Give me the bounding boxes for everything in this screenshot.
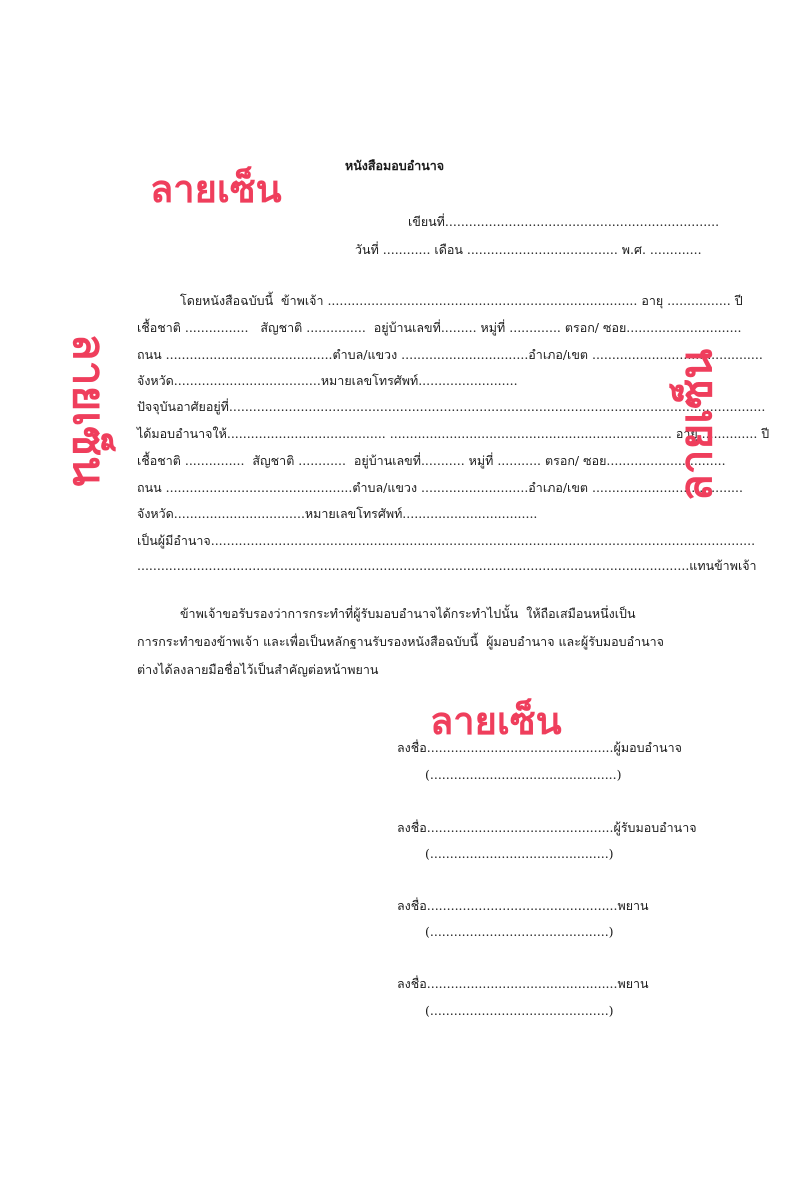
signature-line-witness-2: ลงชื่อ................................................พยาน [397,976,649,991]
document-title: หนังสือมอบอำนาจ [345,158,445,173]
signature-stamp-top: ลายเซ็น [150,167,282,211]
date-line: วันที่ ............ เดือน ...................................... พ.ศ. ............. [355,242,702,257]
body-line: ปัจจุบันอาศัยอยู่ที่....................................................................................................................................... [137,399,766,414]
signature-line-grantee: ลงชื่อ...............................................ผู้รับมอบอำนาจ [397,820,697,835]
signature-name-grantor: (...............................................) [425,767,622,782]
signature-line-grantor: ลงชื่อ...............................................ผู้มอบอำนาจ [397,740,682,755]
signature-name-witness-1: (.............................................) [425,924,614,939]
signature-stamp-right: ลายเซ็น [671,348,722,502]
body-line: โดยหนังสือฉบับนี้ ข้าพเจ้า .............................................................................. อายุ ................ ปี [180,293,743,308]
certify-line: ข้าพเจ้าขอรับรองว่าการกระทำที่ผู้รับมอบอำนาจได้กระทำไปนั้น ให้ถือเสมือนหนึ่งเป็น [180,606,636,621]
written-at-line: เขียนที่..................................................................... [408,214,720,229]
certify-line: การกระทำของข้าพเจ้า และเพื่อเป็นหลักฐานรับรองหนังสือฉบับนี้ ผู้มอบอำนาจ และผู้รับมอบอำนาจ [137,634,665,649]
certify-line: ต่างได้ลงลายมือชื่อไว้เป็นสำคัญต่อหน้าพยาน [137,662,379,677]
body-line: จังหวัด.................................หมายเลขโทรศัพท์.................................. [137,506,538,521]
body-line: เชื้อชาติ ................ สัญชาติ ............... อยู่บ้านเลขที่......... หมู่ที่ ............. ตรอก/ ซอย............................. [137,320,742,335]
body-line: ถนน ..........................................ตำบล/แขวง ................................อำเภอ/เขต ........................................... [137,347,763,362]
signature-stamp-left: ลายเซ็น [63,333,114,487]
body-line: เป็นผู้มีอำนาจ......................................................................................................................................... [137,533,756,548]
signature-name-grantee: (.............................................) [425,846,614,861]
body-line: ถนน ...............................................ตำบล/แขวง ...........................อำเภอ/เขต ...................................... [137,480,743,495]
signature-stamp-sign: ลายเซ็น [430,699,562,743]
signature-line-witness-1: ลงชื่อ................................................พยาน [397,898,649,913]
body-line: ได้มอบอำนาจให้........................................ ....................................................................... อายุ .............. ปี [137,426,770,441]
body-line: จังหวัด.....................................หมายเลขโทรศัพท์......................... [137,373,518,388]
body-line: ...........................................................................................................................................แทนข้าพเจ้า [137,558,757,573]
signature-name-witness-2: (.............................................) [425,1003,614,1018]
body-line: เชื้อชาติ ............... สัญชาติ ............ อยู่บ้านเลขที่........... หมู่ที่ ........... ตรอก/ ซอย.............................. [137,453,726,468]
